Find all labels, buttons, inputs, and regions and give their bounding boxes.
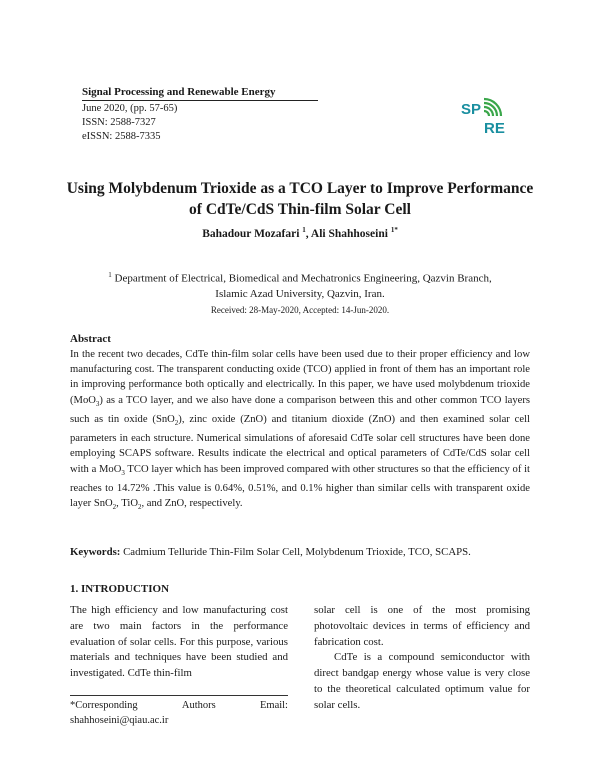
abstract-heading: Abstract bbox=[70, 333, 111, 345]
affil-sup: 1 bbox=[108, 271, 112, 279]
paper-title bbox=[60, 178, 540, 220]
keywords bbox=[70, 546, 540, 558]
affiliation bbox=[80, 268, 520, 302]
author-1-sup: 1 bbox=[302, 226, 306, 234]
intro-col2-paragraph-1: solar cell is one of the most promising photovoltaic devices in terms of efficiency and fabrication cost. bbox=[314, 604, 530, 648]
footnote-email-label: Email: bbox=[259, 700, 288, 711]
affil-line-1: Department of Electrical, Biomedical and Mechatronics Engineering, Qazvin Branch, bbox=[114, 272, 492, 285]
keywords-text: Cadmium Telluride Thin-Film Solar Cell, Molybdenum Trioxide, TCO, SCAPS. bbox=[120, 546, 471, 558]
journal-issn: ISSN: 2588-7327 bbox=[82, 117, 156, 128]
footnote-word: Authors bbox=[181, 700, 216, 711]
received-accepted-dates: Received: 28-May-2020, Accepted: 14-Jun-2020. bbox=[210, 305, 390, 315]
corresponding-author-footnote bbox=[70, 698, 288, 728]
journal-logo bbox=[453, 93, 523, 137]
abstract-body: In the recent two decades, CdTe thin-film solar cells have been used due to their proper efficiency and low manufacturing cost. The transparent conducting oxide (TCO) applied in front of them has an important role in improving performance both optically and electrically. In this paper, we have used molybdenum trioxide (MoO$_3$) as a TCO layer, and we also have done a comparison between this and other common TCO layers such as tin oxide (SnO$_2$), zinc oxide (ZnO) and titanium dioxide (ZnO) and then examined solar cell parameters in each structure. Numerical simulations of aforesaid CdTe solar cell structures have been done employing SCAPS software. Results indicate the electrical and optical parameters of CdTe/CdS solar cell with a MoO$_3$ TCO layer which has been improved compared with other structures so that the efficiency of it reaches to 14.72% .This value is 0.64%, 0.51%, and 0.1% higher than similar cells with transparent oxide layer SnO$_2$, TiO$_2$, and ZnO, respectively. bbox=[70, 349, 530, 512]
footnote-rule bbox=[70, 695, 288, 696]
intro-column-2 bbox=[314, 603, 530, 714]
footnote-label: *Corresponding bbox=[70, 700, 138, 711]
journal-name: Signal Processing and Renewable Energy bbox=[82, 86, 276, 98]
intro-col2-paragraph-2: CdTe is a compound semiconductor with direct bandgap energy whose value is very close to the theoretical calculated optimum value for solar cells. bbox=[314, 651, 530, 711]
title-line-1: Using Molybdenum Trioxide as a TCO Layer to Improve Performance bbox=[66, 180, 534, 197]
logo-text-sp: SP bbox=[461, 101, 482, 118]
authors: Bahadour Mozafari $^1$, Ali Shahhoseini $^{1*}$ bbox=[202, 226, 398, 240]
section-heading-introduction: 1. INTRODUCTION bbox=[70, 583, 170, 595]
title-line-2: of CdTe/CdS Thin-film Solar Cell bbox=[189, 201, 411, 218]
author-2: Ali Shahhoseini bbox=[310, 227, 388, 240]
logo-text-re: RE bbox=[484, 120, 505, 137]
header-rule bbox=[82, 100, 318, 101]
affil-line-2: Islamic Azad University, Qazvin, Iran. bbox=[215, 287, 385, 300]
logo-arcs bbox=[484, 99, 501, 116]
author-2-sup: 1* bbox=[390, 226, 398, 234]
intro-column-1: The high efficiency and low manufacturing cost are two main factors in the performance evaluation of solar cells. For this purpose, various materials and techniques have been studied and investigated. CdTe thin-film bbox=[70, 604, 288, 680]
journal-eissn: eISSN: 2588-7335 bbox=[82, 131, 161, 142]
footnote-email[interactable]: shahhoseini@qiau.ac.ir bbox=[70, 715, 169, 726]
keywords-label: Keywords: bbox=[70, 546, 121, 558]
author-1: Bahadour Mozafari bbox=[202, 227, 300, 240]
journal-issue: June 2020, (pp. 57-65) bbox=[82, 103, 178, 114]
